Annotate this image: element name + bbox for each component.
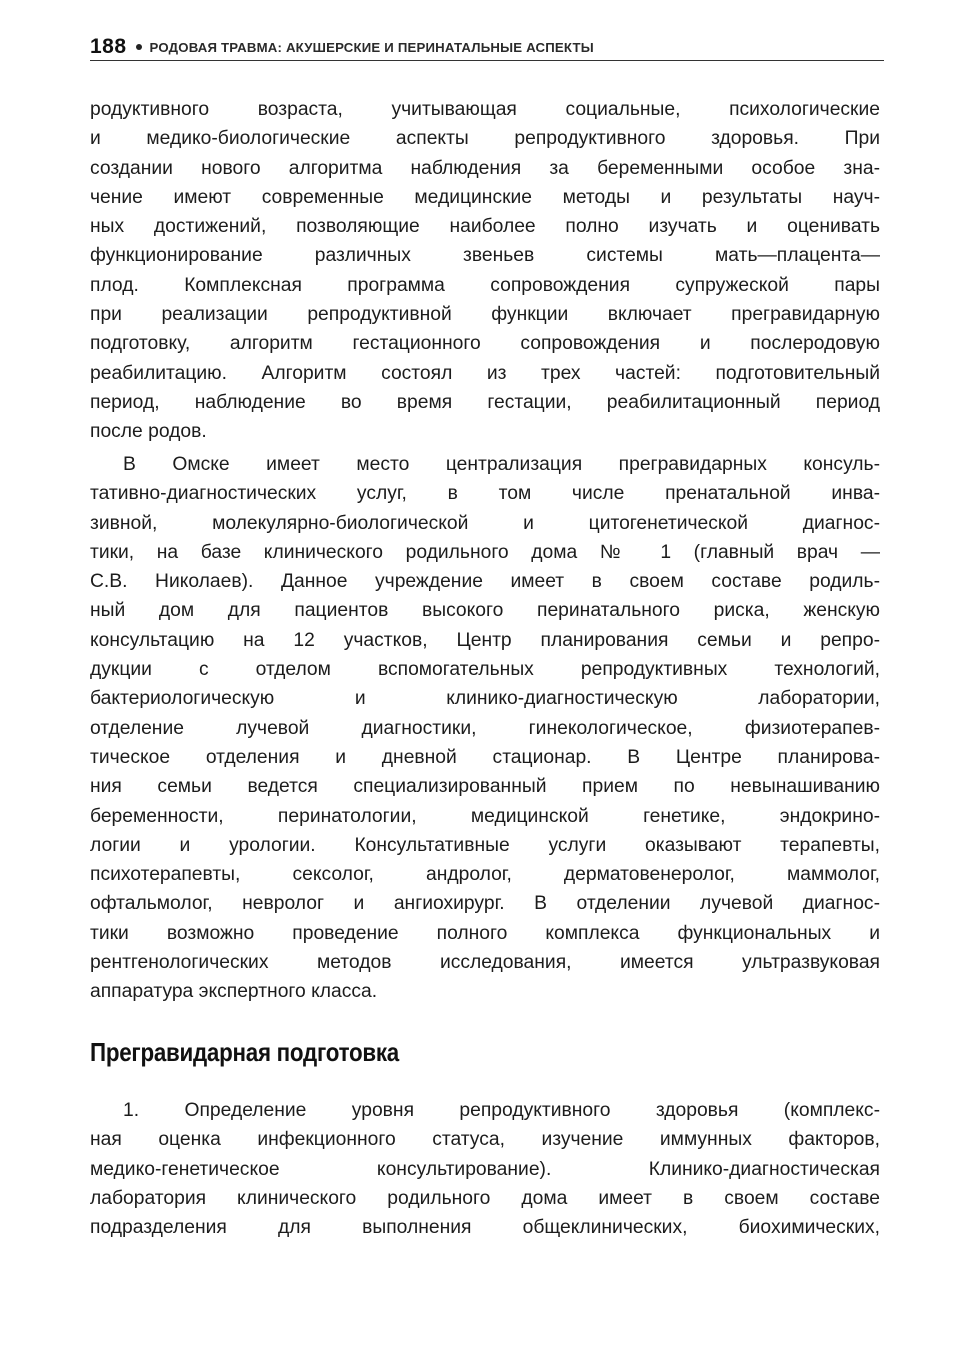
text-line: плод. Комплексная программа сопровождения супружеской пары — [90, 274, 880, 296]
text-line: ния семьи ведется специализированный прием по невынашиванию — [90, 776, 880, 798]
header-rule — [90, 60, 884, 61]
text-line: создании нового алгоритма наблюдения за беременными особое зна- — [90, 157, 880, 179]
running-title: РОДОВАЯ ТРАВМА: АКУШЕРСКИЕ И ПЕРИНАТАЛЬНЫЕ АСПЕКТЫ — [149, 39, 594, 55]
text-line: тики, на базе клинического родильного дома № 1 (главный врач — — [90, 541, 880, 563]
paragraph-1 — [90, 95, 880, 447]
text-line: медико-генетическое консультирование). Клинико-диагностическая — [90, 1158, 880, 1180]
paragraph-3 — [90, 1096, 880, 1242]
text-line: подготовку, алгоритм гестационного сопровождения и послеродовую — [90, 333, 880, 355]
text-line: реабилитацию. Алгоритм состоял из трех частей: подготовительный — [90, 362, 880, 384]
text-line: психотерапевты, сексолог, андролог, дерматовенеролог, маммолог, — [90, 864, 880, 886]
text-line: зивной, молекулярно-биологической и цитогенетической диагнос- — [90, 512, 880, 534]
paragraph-2 — [90, 450, 880, 1007]
text-line: рентгенологических методов исследования, имеется ультразвуковая — [90, 952, 880, 974]
text-line: ная оценка инфекционного статуса, изучение иммунных факторов, — [90, 1129, 880, 1151]
text-line: отделение лучевой диагностики, гинекологическое, физиотерапев- — [90, 717, 880, 739]
section-heading: Прегравидарная подготовка — [90, 1037, 399, 1067]
text-line: ных достижений, позволяющие наиболее полно изучать и оценивать — [90, 216, 880, 238]
text-line: консультацию на 12 участков, Центр планирования семьи и репро- — [90, 629, 880, 651]
text-line: офтальмолог, невролог и ангиохирург. В отделении лучевой диагнос- — [90, 893, 880, 915]
text-line: и медико-биологические аспекты репродуктивного здоровья. При — [90, 128, 880, 150]
text-line: дукции с отделом вспомогательных репродуктивных технологий, — [90, 659, 880, 681]
text-line: лаборатория клинического родильного дома имеет в своем составе — [90, 1187, 880, 1209]
text-line: логии и урологии. Консультативные услуги оказывают терапевты, — [90, 834, 880, 856]
text-line: после родов. — [90, 421, 207, 443]
running-head — [90, 34, 880, 60]
text-line: подразделения для выполнения общеклинических, биохимических, — [90, 1217, 880, 1239]
text-line: бактериологическую и клинико-диагностическую лаборатории, — [90, 688, 880, 710]
page-number: 188 — [90, 35, 127, 58]
text-line: родуктивного возраста, учитывающая социальные, психологические — [90, 99, 880, 120]
text-line: тическое отделения и дневной стационар. В Центре планирова- — [90, 746, 880, 768]
text-line: при реализации репродуктивной функции включает прегравидарную — [90, 304, 880, 326]
text-line: тативно-диагностических услуг, в том числе пренатальной инва- — [90, 483, 880, 505]
text-line: период, наблюдение во время гестации, реабилитационный период — [90, 391, 880, 413]
bullet-icon — [136, 44, 142, 50]
text-line: 1. Определение уровня репродуктивного здоровья (комплекс- — [123, 1100, 880, 1121]
text-line: аппаратура экспертного класса. — [90, 981, 378, 1003]
text-line: С.В. Николаев). Данное учреждение имеет в своем составе родиль- — [90, 571, 880, 593]
text-line: тики возможно проведение полного комплекса функциональных и — [90, 922, 880, 944]
text-line: В Омске имеет место централизация прегравидарных консуль- — [123, 454, 880, 475]
text-line: функционирование различных звеньев системы мать—плацента— — [90, 245, 880, 267]
text-line: ный дом для пациентов высокого перинатального риска, женскую — [90, 600, 880, 622]
text-line: чение имеют современные медицинские методы и результаты науч- — [90, 186, 880, 208]
text-line: беременности, перинатологии, медицинской генетике, эндокрино- — [90, 805, 880, 827]
